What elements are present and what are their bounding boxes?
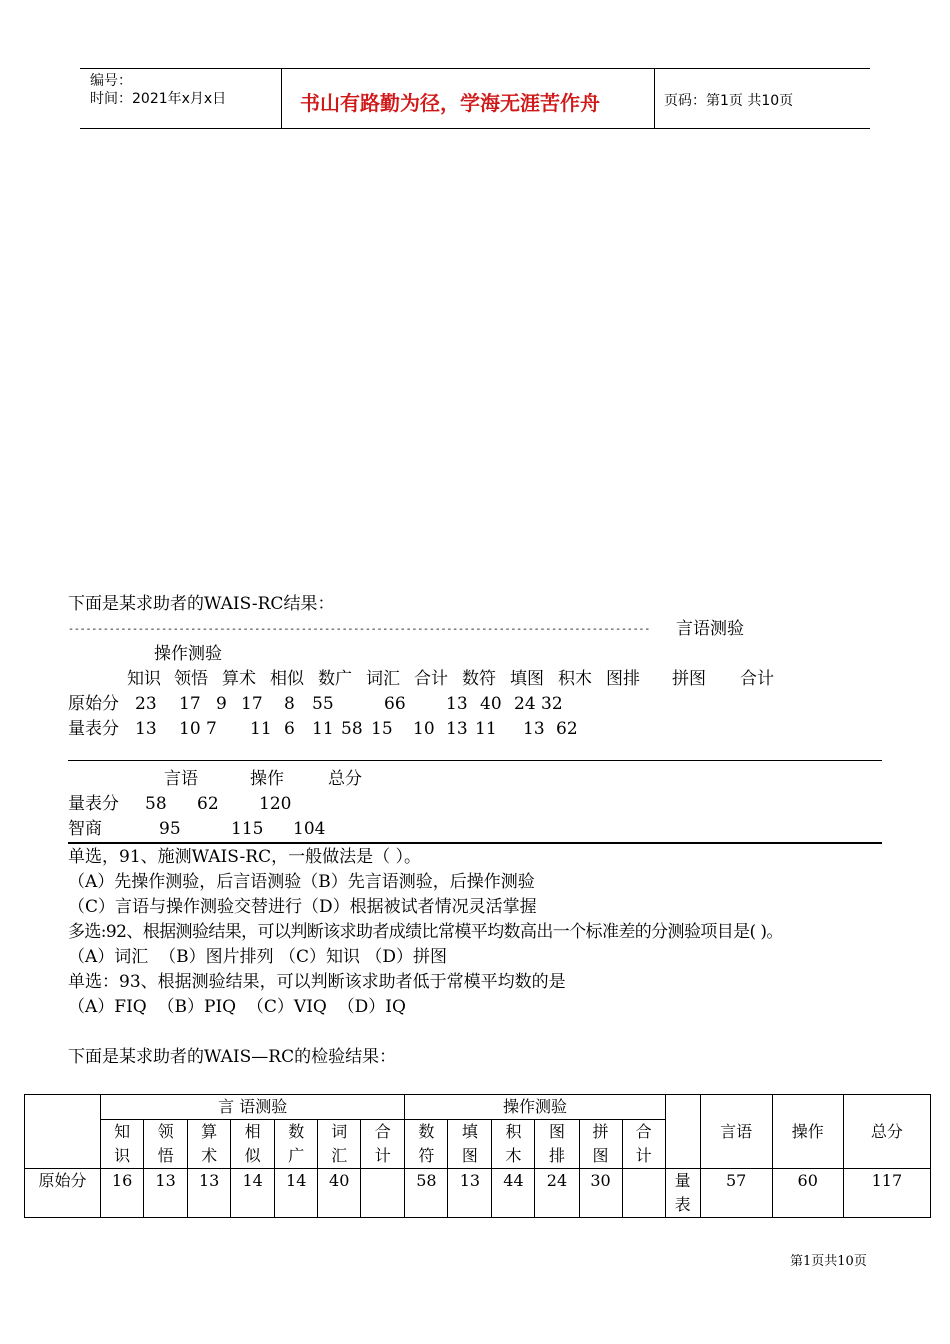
iq-value: 104 [293, 819, 326, 839]
dash-line-text: ---------------------------------------------------------------------------------------------------- [68, 624, 651, 635]
section1-intro: 下面是某求助者的WAIS-RC结果： [68, 594, 335, 614]
raw-value: 17 [179, 694, 201, 714]
subtest-col [579, 1120, 622, 1169]
subtest-char: 符 [418, 1146, 435, 1165]
raw-value: 13 [446, 694, 468, 714]
header-divider-right [654, 69, 655, 129]
scale-label-cell [665, 1169, 700, 1218]
subtest-char: 图 [548, 1122, 565, 1141]
subtest-char: 相 [244, 1122, 261, 1141]
raw-label-cell: 原始分 [25, 1169, 101, 1218]
page-footer: 第1页共10页 [790, 1254, 867, 1269]
raw-value: 17 [241, 694, 263, 714]
raw-label: 原始分 [68, 694, 119, 714]
subtest-char: 汇 [331, 1146, 348, 1165]
summary-scaled-value: 58 [145, 794, 167, 814]
subtest-char: 合 [374, 1122, 391, 1141]
subtest-9: 积木 [558, 669, 592, 689]
scaled-value: 15 [371, 719, 393, 739]
summary-header-text: 操作 [791, 1121, 824, 1141]
summary-header-performance [772, 1095, 843, 1169]
question-line: （C）言语与操作测验交替进行（D）根据被试者情况灵活掌握 [68, 897, 537, 917]
raw-cell: 24 [535, 1169, 579, 1218]
raw-cell [622, 1169, 665, 1218]
subtest-7: 数符 [462, 669, 496, 689]
subtest-2: 算术 [222, 669, 256, 689]
raw-value: 40 [480, 694, 502, 714]
summary-value-cell: 57 [700, 1169, 772, 1218]
subtest-char: 算 [201, 1122, 218, 1141]
scale-label-char: 表 [674, 1195, 691, 1214]
scale-label-char: 量 [674, 1171, 691, 1190]
summary-value-cell: 117 [843, 1169, 930, 1218]
raw-value: 55 [312, 694, 334, 714]
raw-value: 24 [514, 694, 536, 714]
summary-header: 总分 [328, 769, 362, 789]
subtest-char: 词 [331, 1122, 348, 1141]
raw-cell: 14 [231, 1169, 275, 1218]
subtest-char: 积 [505, 1122, 522, 1141]
subtest-char: 数 [418, 1122, 435, 1141]
section1-rule-thick [68, 842, 882, 844]
summary-scaled-label: 量表分 [68, 794, 119, 814]
raw-value: 32 [541, 694, 563, 714]
subtest-col [448, 1120, 492, 1169]
scaled-value: 62 [556, 719, 578, 739]
section1-rule-thin [68, 760, 882, 761]
scaled-value: 11 [475, 719, 497, 739]
iq-value: 115 [231, 819, 264, 839]
table-header-row-1 [25, 1095, 931, 1120]
raw-value: 23 [135, 694, 157, 714]
summary-header-text: 言语 [720, 1121, 753, 1141]
raw-cell: 13 [144, 1169, 188, 1218]
raw-cell: 30 [579, 1169, 622, 1218]
subtest-char: 广 [288, 1146, 305, 1165]
subtest-char: 拼 [592, 1122, 609, 1141]
scaled-label: 量表分 [68, 719, 119, 739]
raw-cell: 16 [101, 1169, 144, 1218]
subtest-col [275, 1120, 318, 1169]
summary-header-text: 总分 [870, 1121, 903, 1141]
subtest-char: 木 [505, 1146, 522, 1165]
subtest-0: 知识 [127, 669, 161, 689]
subtest-3: 相似 [270, 669, 304, 689]
motto: 书山有路勤为径，学海无涯苦作舟 [300, 91, 600, 115]
scaled-value: 13 [523, 719, 545, 739]
raw-value: 8 [284, 694, 295, 714]
raw-cell: 14 [275, 1169, 318, 1218]
scaled-value: 7 [206, 719, 217, 739]
subtest-char: 似 [244, 1146, 261, 1165]
question-line: （A）词汇 （B）图片排列 （C）知识 （D）拼图 [68, 947, 448, 967]
dash-line [68, 617, 674, 642]
question-line: 多选:92、根据测验结果，可以判断该求助者成绩比常模平均数高出一个标准差的分测验项目是( )。 [68, 922, 783, 942]
summary-header: 言语 [164, 769, 198, 789]
subtest-char: 图 [461, 1146, 478, 1165]
summary-scaled-value: 120 [259, 794, 292, 814]
summary-header: 操作 [250, 769, 284, 789]
iq-value: 95 [159, 819, 181, 839]
subtest-col [361, 1120, 405, 1169]
subtest-char: 术 [201, 1146, 218, 1165]
subtest-char: 悟 [157, 1146, 174, 1165]
iq-label: 智商 [68, 819, 102, 839]
subtest-char: 计 [635, 1146, 652, 1165]
subtest-col [231, 1120, 275, 1169]
subtest-char: 识 [114, 1146, 131, 1165]
subtest-10: 图排 [606, 669, 640, 689]
header-bottom-rule [80, 128, 870, 129]
subtest-col [535, 1120, 579, 1169]
header-divider-left [281, 69, 282, 129]
subtest-6: 合计 [414, 669, 448, 689]
raw-cell [361, 1169, 405, 1218]
question-line: （A）FIQ （B）PIQ （C）VIQ （D）IQ [68, 997, 406, 1017]
subtest-11: 拼图 [672, 669, 706, 689]
verbal-header: 言 语测验 [101, 1095, 405, 1120]
subtest-char: 排 [548, 1146, 565, 1165]
subtest-col [188, 1120, 231, 1169]
scaled-value: 10 [179, 719, 201, 739]
subtest-col [101, 1120, 144, 1169]
subtest-char: 知 [114, 1122, 131, 1141]
question-line: （A）先操作测验，后言语测验（B）先言语测验，后操作测验 [68, 872, 535, 892]
raw-value: 66 [384, 694, 406, 714]
raw-cell: 13 [188, 1169, 231, 1218]
subtest-col [318, 1120, 361, 1169]
raw-cell: 40 [318, 1169, 361, 1218]
table-blank-cell [665, 1095, 700, 1169]
scaled-value: 11 [250, 719, 272, 739]
summary-scaled-value: 62 [197, 794, 219, 814]
page-label: 页码：第1页 共10页 [664, 93, 794, 109]
scaled-value: 58 [341, 719, 363, 739]
question-line: 单选：93、根据测验结果，可以判断该求助者低于常模平均数的是 [68, 972, 566, 992]
raw-cell: 13 [448, 1169, 492, 1218]
scaled-value: 13 [135, 719, 157, 739]
time-label: 时间：2021年x月x日 [90, 91, 227, 107]
table-corner-cell [25, 1095, 101, 1169]
subtest-col [144, 1120, 188, 1169]
raw-value: 9 [216, 694, 227, 714]
verbal-test-label: 言语测验 [676, 619, 744, 639]
performance-test-label: 操作测验 [154, 644, 222, 664]
question-line: 单选，91、施测WAIS-RC，一般做法是（ ）。 [68, 847, 421, 867]
table-row-raw [25, 1169, 931, 1218]
subtest-char: 计 [374, 1146, 391, 1165]
subtest-12: 合计 [740, 669, 774, 689]
subtest-col [622, 1120, 665, 1169]
subtest-8: 填图 [510, 669, 544, 689]
summary-header-verbal [700, 1095, 772, 1169]
subtest-1: 领悟 [174, 669, 208, 689]
subtest-char: 填 [461, 1122, 478, 1141]
summary-header-total [843, 1095, 930, 1169]
subtest-5: 词汇 [366, 669, 400, 689]
raw-cell: 44 [492, 1169, 535, 1218]
performance-header: 操作测验 [405, 1095, 665, 1120]
subtest-char: 合 [635, 1122, 652, 1141]
scaled-value: 6 [284, 719, 295, 739]
header-top-rule [80, 68, 870, 69]
subtest-col [492, 1120, 535, 1169]
subtest-char: 数 [288, 1122, 305, 1141]
serial-label: 编号： [90, 73, 132, 89]
summary-value-cell: 60 [772, 1169, 843, 1218]
subtest-char: 领 [157, 1122, 174, 1141]
scaled-value: 11 [312, 719, 334, 739]
section2-intro: 下面是某求助者的WAIS—RC的检验结果： [68, 1047, 397, 1067]
subtest-col [405, 1120, 448, 1169]
raw-cell: 58 [405, 1169, 448, 1218]
scaled-value: 10 [413, 719, 435, 739]
subtest-4: 数广 [318, 669, 352, 689]
scaled-value: 13 [446, 719, 468, 739]
wais-table [24, 1094, 931, 1218]
subtest-char: 图 [592, 1146, 609, 1165]
